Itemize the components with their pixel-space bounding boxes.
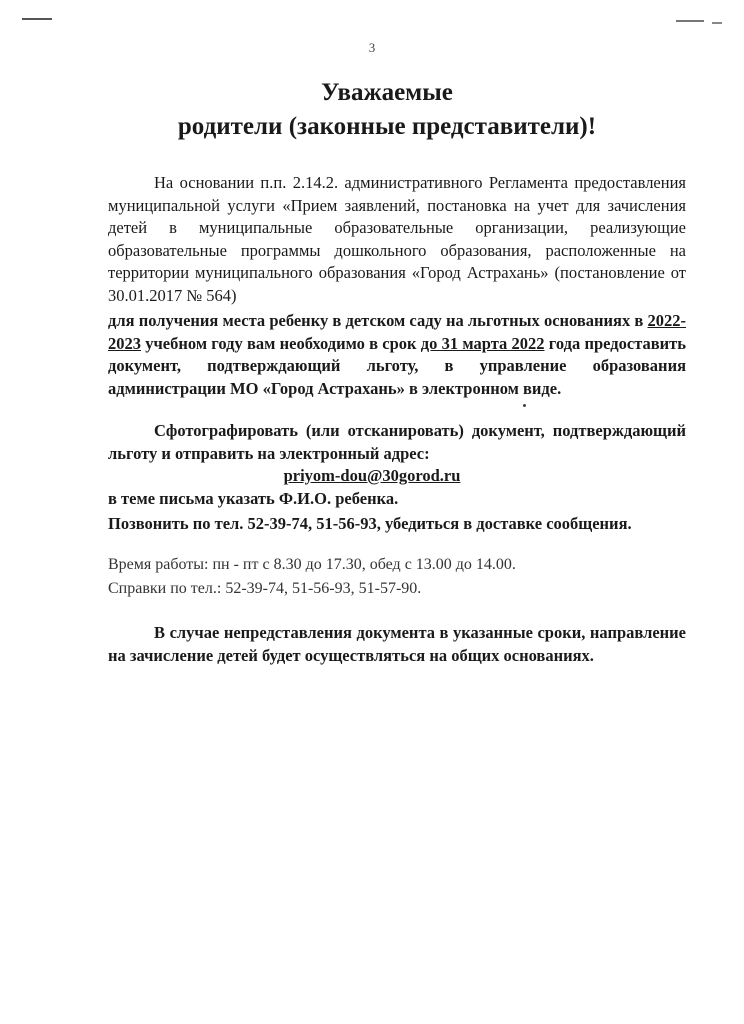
title-line-1: Уважаемые [321, 79, 453, 106]
scan-speck [523, 404, 526, 407]
instruction-subject: в теме письма указать Ф.И.О. ребенка. [108, 489, 399, 508]
title-line-2: родители (законные представители)! [177, 113, 597, 140]
paragraph-send-instruction: Сфотографировать (или отсканировать) документ, подтверждающий льготу и отправить на электронный адрес: [108, 421, 686, 463]
requirement-part-1: для получения места ребенку в детском саду на льготных основаниях в [108, 311, 648, 330]
school-year: 2022-2023 [108, 311, 686, 353]
requirement-part-2: учебном году вам необходимо в срок [141, 333, 421, 353]
paragraph-requirement [108, 310, 686, 400]
scan-edge-mark [712, 22, 722, 24]
email-link[interactable]: priyom-dou@30gorod.ru [283, 466, 461, 485]
scan-edge-mark [22, 18, 52, 20]
instruction-call: Позвонить по тел. 52-39-74, 51-56-93, убедиться в доставке сообщения. [108, 514, 632, 533]
page-number: 3 [368, 40, 376, 55]
paragraph-regulation: На основании п.п. 2.14.2. административного Регламента предоставления муниципальной услуги «Прием заявлений, постановка на учет для зачисления детей в муниципальные образовательные организации, реализующие образовательные программы дошкольного образования, расположенные на территории муниципального образования «Город Астрахань» (постановление от 30.01.2017 № 564) [108, 173, 686, 305]
closing-paragraph: В случае непредставления документа в указанные сроки, направление на зачисление детей будет осуществляться на общих основаниях. [108, 623, 686, 665]
work-hours: Время работы: пн - пт с 8.30 до 17.30, обед с 13.00 до 14.00. [108, 556, 516, 573]
scan-edge-mark [676, 20, 704, 22]
deadline-date: до 31 марта 2022 [420, 333, 545, 353]
page-title [0, 76, 744, 144]
reference-phones: Справки по тел.: 52-39-74, 51-56-93, 51-57-90. [108, 580, 422, 597]
requirement-part-3: года предоставить документ, подтверждающий льготу, в управление образования администрации МО «Город Астрахань» в электронном виде. [108, 333, 686, 398]
